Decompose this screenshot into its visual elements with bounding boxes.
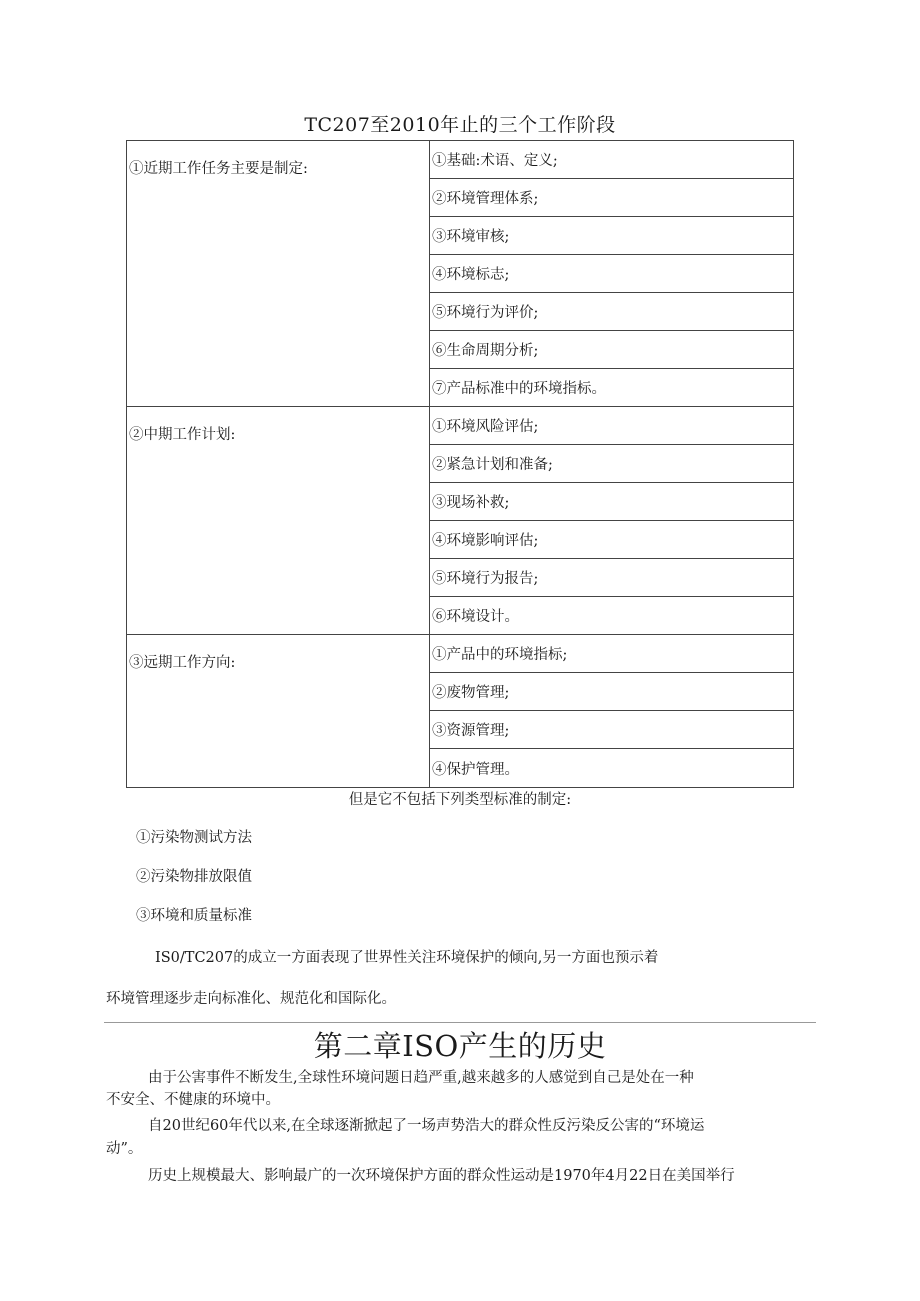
table-row (127, 141, 794, 179)
stage-item: ②废物管理; (430, 673, 794, 711)
stage-item: ⑥生命周期分析; (430, 331, 794, 369)
exclusion-item-emission-limits: ②污染物排放限值 (136, 869, 252, 885)
stage-mid-term-cell: ②中期工作计划: (127, 407, 430, 635)
stage-item: ②紧急计划和准备; (430, 445, 794, 483)
stage-item: ⑦产品标准中的环境指标。 (430, 369, 794, 407)
stage-item: ④环境标志; (430, 255, 794, 293)
stage-item: ②环境管理体系; (430, 179, 794, 217)
stage-long-term-cell: ③远期工作方向: (127, 635, 430, 788)
table-title: TC207至2010年止的三个工作阶段 (304, 114, 616, 136)
stage-item: ①产品中的环境指标; (430, 635, 794, 673)
table-row (127, 635, 794, 673)
stage-item: ⑤环境行为报告; (430, 559, 794, 597)
stage-item: ①基础:术语、定义; (430, 141, 794, 179)
section-divider (104, 1022, 816, 1023)
body-line: 不安全、不健康的环境中。 (106, 1092, 280, 1108)
body-line: 由于公害事件不断发生,全球性环境问题日趋严重,越来越多的人感觉到自己是处在一种 (148, 1070, 694, 1086)
stage-item: ⑥环境设计。 (430, 597, 794, 635)
stage-near-term-cell: ①近期工作任务主要是制定: (127, 141, 430, 407)
chapter-title: 第二章ISO产生的历史 (313, 1029, 607, 1063)
stage-item: ③现场补救; (430, 483, 794, 521)
paragraph-line-1: IS0/TC207的成立一方面表现了世界性关注环境保护的倾向,另一方面也预示着 (155, 950, 659, 966)
table-row (127, 407, 794, 445)
exclusion-intro: 但是它不包括下列类型标准的制定: (348, 792, 572, 808)
stage-item: ③资源管理; (430, 711, 794, 749)
work-stages-table (126, 140, 794, 788)
stage-item: ④保护管理。 (430, 749, 794, 788)
body-line: 动”。 (106, 1141, 143, 1157)
stage-item: ④环境影响评估; (430, 521, 794, 559)
stage-item: ⑤环境行为评价; (430, 293, 794, 331)
exclusion-item-pollutant-testing: ①污染物测试方法 (136, 830, 252, 846)
body-line: 自20世纪60年代以来,在全球逐渐掀起了一场声势浩大的群众性反污染反公害的“环境运 (148, 1118, 705, 1134)
stage-item: ①环境风险评估; (430, 407, 794, 445)
exclusion-item-quality-standards: ③环境和质量标准 (136, 908, 252, 924)
stage-item: ③环境审核; (430, 217, 794, 255)
paragraph-line-2: 环境管理逐步走向标准化、规范化和国际化。 (106, 991, 396, 1007)
body-line: 历史上规模最大、影响最广的一次环境保护方面的群众性运动是1970年4月22日在美国举行 (148, 1168, 735, 1184)
